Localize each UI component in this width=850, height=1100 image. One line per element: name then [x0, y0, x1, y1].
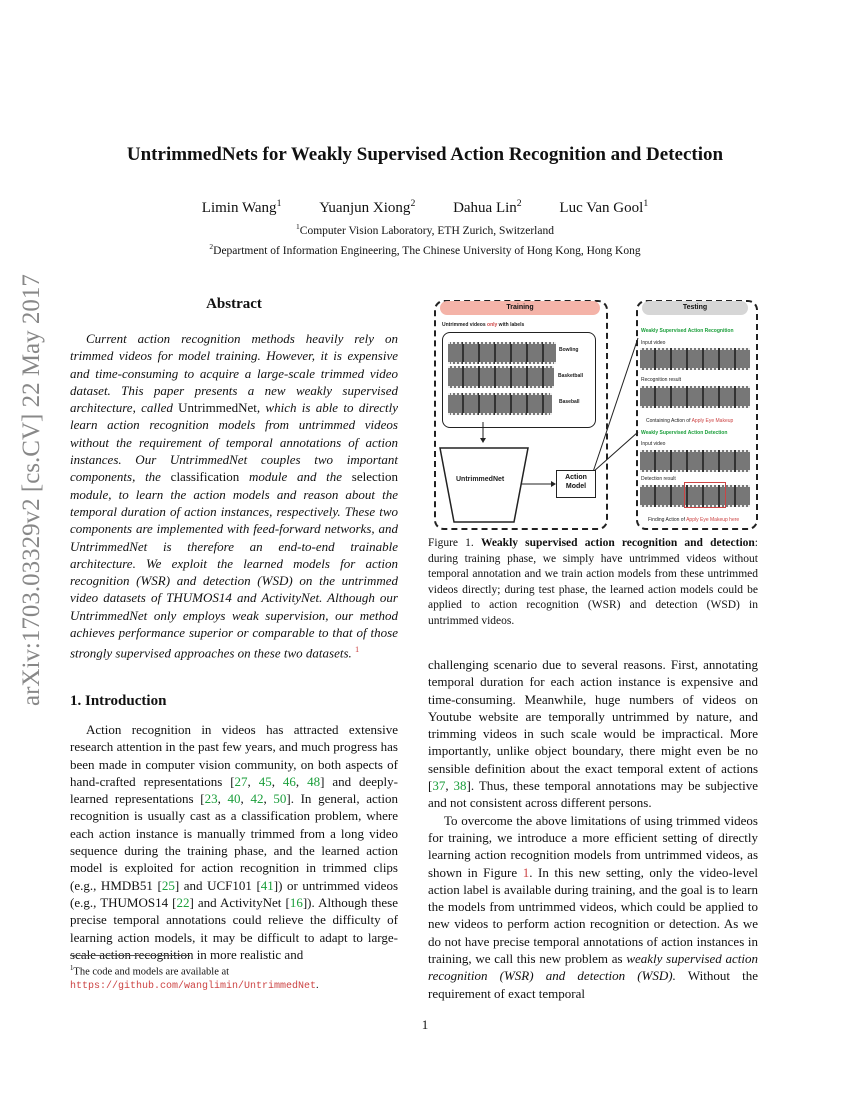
- input-video-film-2: [640, 450, 750, 472]
- author-4: Luc Van Gool$^1$: [559, 198, 649, 216]
- author-1: Limin Wang$^1$: [201, 198, 282, 216]
- citation-link[interactable]: 38: [453, 778, 467, 794]
- affiliation-2: $^2$Department of Information Engineering, The Chinese University of Hong Kong, Hong Kong: [209, 242, 641, 257]
- right-column-text: [428, 656, 758, 1002]
- input-video-label-2: Input video: [641, 441, 666, 447]
- abstract-heading: Abstract: [206, 296, 262, 312]
- citation-link[interactable]: 22: [176, 894, 190, 910]
- input-video-film-1: [640, 348, 750, 370]
- citation-link[interactable]: 42: [250, 791, 264, 807]
- untrimmed-videos-label: Untrimmed videos only with labels: [442, 322, 525, 328]
- wsd-title: Weakly Supervised Action Detection: [641, 430, 728, 436]
- footnote-rule: [70, 955, 190, 956]
- detection-result-label: Detection result: [641, 476, 676, 482]
- footnote: $^1$The code and models are available at https://github.com/wanglimin/UntrimmedNet.: [70, 965, 319, 992]
- citation-link[interactable]: 37: [432, 778, 446, 794]
- paragraph: challenging scenario due to several reasons. First, annotating temporal duration for each action instance is expensive and time-consuming. Meanwhile, huge numbers of videos on Youtube website are temporally untrimmed by nature, and trimming videos in such scale would be impractical. More importantly, unlike object boundary, there might even be no sensible definition about the exact temporal extent of actions [37, 38]. Thus, these temporal annotations may be subjective and not consistent across different persons.: [428, 657, 758, 811]
- intro-paragraph: Action recognition in videos has attracted extensive research attention in the past few years, and much progress has been made in computer vision community, on both aspects of hand-crafted representations [27, 45, 46, 48] and deeply-learned representations [23, 40, 42, 50]. In general, action recognition is usually cast as a classification problem, where each action instance is manually trimmed from a long video sequence during the training phase, and the learned action model is exploited for action recognition in trimmed clips (e.g., HMDB51 [25] and UCF101 [41]) or untrimmed videos (e.g., THUMOS14 [22] and ActivityNet [16]). Although these precise temporal annotations could relieve the difficulty of learning action models, it may be difficult to adapt to large-scale action recognition in more realistic and: [70, 722, 399, 962]
- citation-link[interactable]: 46: [282, 773, 296, 789]
- figure-ref-link[interactable]: 1: [522, 864, 530, 880]
- training-label: Training: [440, 301, 600, 315]
- recognition-result-film: [640, 386, 750, 408]
- figure-1: [428, 296, 758, 532]
- citation-link[interactable]: 41: [260, 877, 274, 893]
- author-3: Dahua Lin$^2$: [453, 198, 522, 216]
- citation-link[interactable]: 27: [234, 773, 248, 789]
- label-baseball: Baseball: [559, 399, 580, 405]
- untrimmednet-label: UntrimmedNet: [456, 476, 505, 483]
- arxiv-identifier: arXiv:1703.03329v2 [cs.CV] 22 May 2017: [18, 274, 45, 706]
- citation-link[interactable]: 25: [161, 877, 175, 893]
- detection-highlight: [684, 482, 726, 508]
- citation-link[interactable]: 23: [204, 791, 218, 807]
- recognition-result-label: Recognition result: [641, 377, 682, 383]
- finding-action-label: Finding Action of Apply Eye Makeup here: [648, 517, 740, 523]
- paragraph: To overcome the above limitations of using trimmed videos for training, we introduce a more efficient setting of directly learning action recognition models from untrimmed videos, as shown in Figure 1. In this new setting, only the video-level action label is available during training, and the goal is to learn the models from untrimmed videos, which could be applied to new videos to perform action recognition or detection. As we do not have precise temporal annotations of action instances in training, we call this new problem as weakly supervised action recognition (WSR) and detection (WSD). Without the requirement of exact temporal: [428, 812, 759, 1001]
- containing-action-label: Containing Action of Apply Eye Makeup: [646, 418, 734, 424]
- abstract-text: Current action recognition methods heavily rely on trimmed videos for model training. However, it is expensive and time-consuming to acquire a large-scale trimmed video dataset. This paper presents a new weakly supervised architecture, called UntrimmedNet, which is able to directly learn action recognition models from untrimmed videos without the requirement of temporal annotations of action instances. Our UntrimmedNet couples two important components, the classification module and the selection module, to learn the action models and reason about the temporal duration of action instances, respectively. These two components are implemented with feed-forward networks, and UntrimmedNet is therefore an end-to-end trainable architecture. We exploit the learned models for action recognition (WSR) and detection (WSD) on the untrimmed video datasets of THUMOS14 and ActivityNet. Although our UntrimmedNet only employs weak supervision, our method achieves performance superior or comparable to that of those strongly supervised approaches on these two datasets. $^1$: [70, 331, 399, 661]
- citation-link[interactable]: 48: [307, 773, 321, 789]
- authors: [0, 198, 850, 217]
- citation-link[interactable]: 50: [273, 791, 287, 807]
- input-video-label-1: Input video: [641, 340, 666, 346]
- citation-link[interactable]: 45: [258, 773, 272, 789]
- citation-link[interactable]: 40: [227, 791, 241, 807]
- figure-caption: Figure 1. Weakly supervised action recognition and detection: during training phase, we simply have untrimmed videos without temporal annotation and we train action models from these untrimmed videos directly; during test phase, the learned action models could be applied to action recognition (WSR) and detection (WSD) in untrimmed videos.: [428, 537, 758, 627]
- label-bowling: Bowling: [559, 347, 579, 353]
- action-model-box: Action Model: [556, 470, 596, 498]
- author-2: Yuanjun Xiong$^2$: [319, 198, 416, 216]
- testing-label: Testing: [642, 301, 748, 315]
- page-number: 1: [421, 1017, 429, 1032]
- untrimmednet-trapezoid: [440, 448, 528, 522]
- footnote-link[interactable]: 1: [355, 644, 360, 655]
- paper-title: UntrimmedNets for Weakly Supervised Action Recognition and Detection: [126, 144, 724, 165]
- section-heading-introduction: 1. Introduction: [70, 693, 167, 709]
- affiliation-1: $^1$Computer Vision Laboratory, ETH Zurich, Switzerland: [296, 222, 554, 237]
- arrow-head-down: [480, 438, 486, 443]
- label-basketball: Basketball: [558, 373, 584, 379]
- citation-link[interactable]: 16: [289, 894, 303, 910]
- wsr-title: Weakly Supervised Action Recognition: [641, 328, 734, 334]
- code-url-link[interactable]: https://github.com/wanglimin/UntrimmedNet: [70, 980, 317, 992]
